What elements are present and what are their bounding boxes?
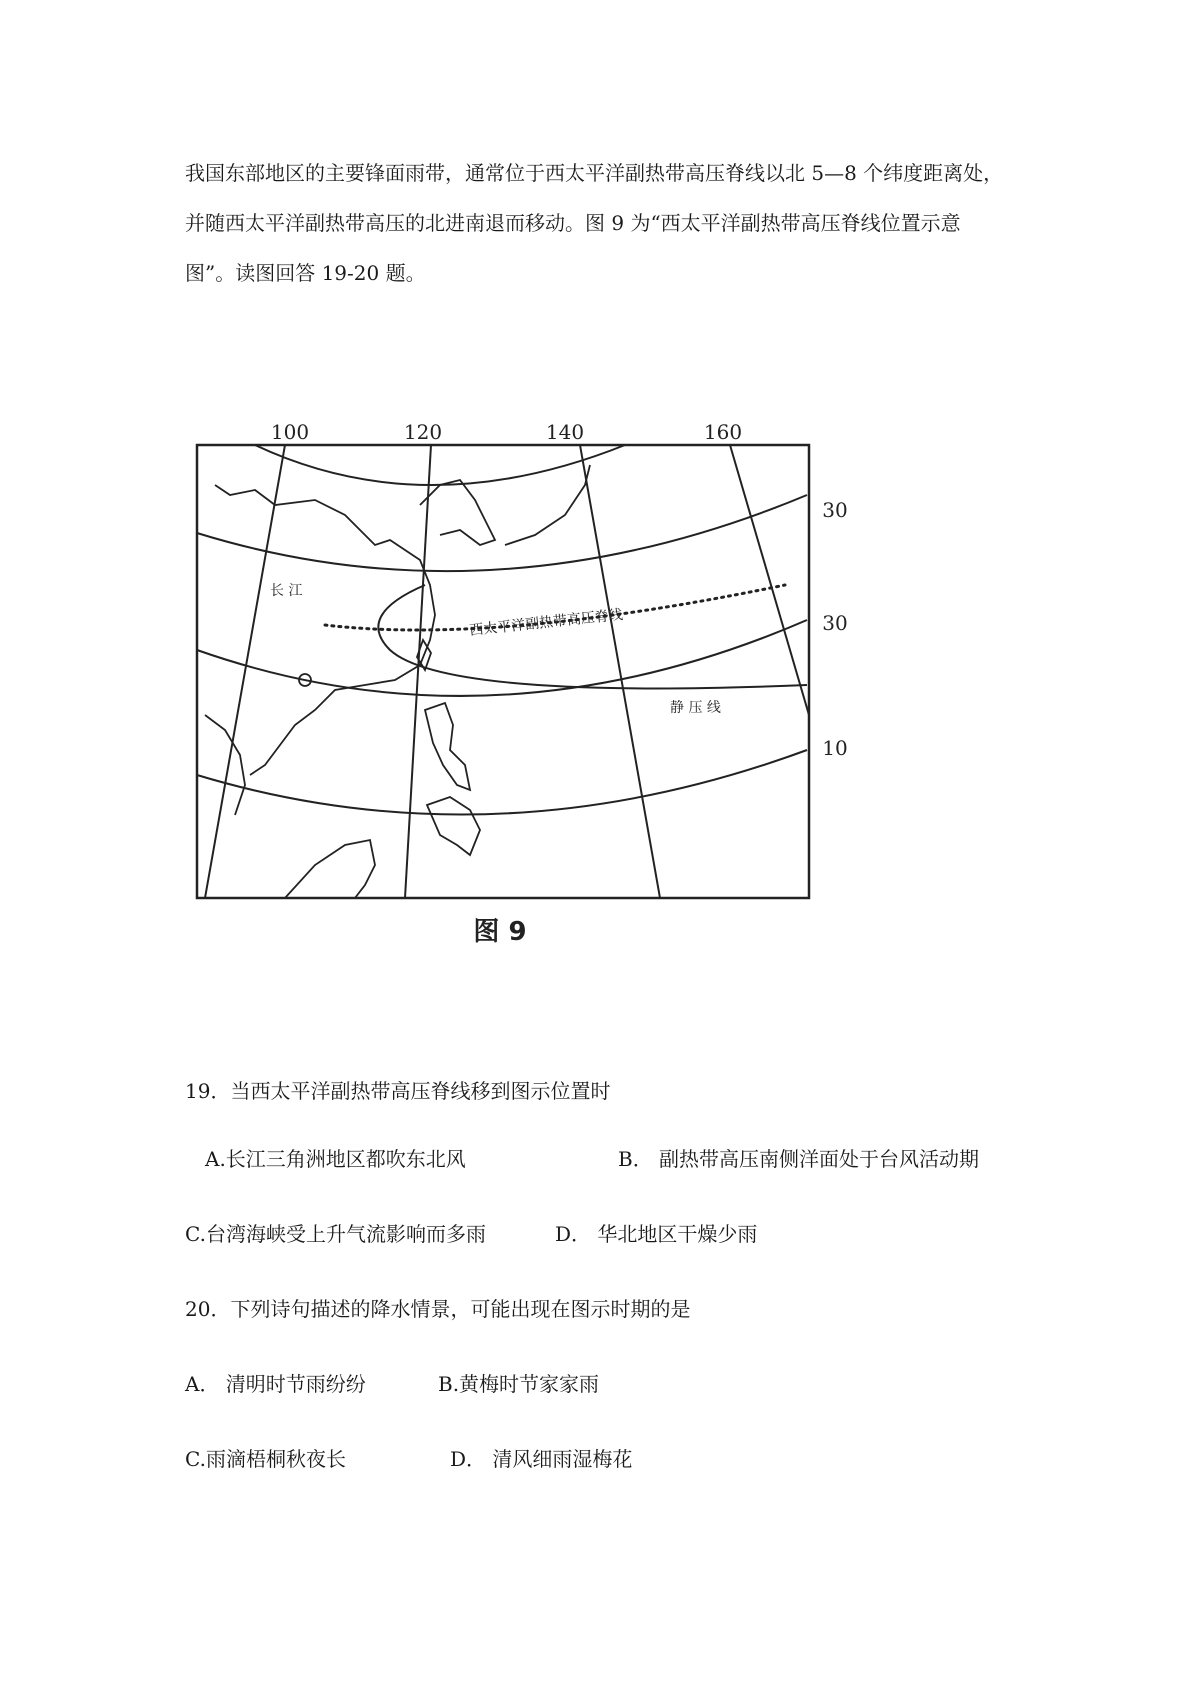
longitude-label-160: 160 [703, 420, 743, 444]
parallel-10 [197, 750, 807, 815]
ridge-line-label: 西太平洋副热带高压脊线 [468, 606, 624, 639]
borneo-coastline [285, 840, 375, 898]
longitude-label-120: 120 [403, 420, 443, 444]
intro-line-3: 图”。读图回答 19-20 题。 [185, 261, 426, 285]
intro-line-1: 我国东部地区的主要锋面雨带，通常位于西太平洋副热带高压脊线以北 5—8 个纬度距离处， [185, 161, 1004, 185]
figure-caption: 图 9 [473, 917, 527, 947]
question-19-stem: 19．当西太平洋副热带高压脊线移到图示位置时 [185, 1079, 611, 1103]
latitude-label-upper: 30 [822, 498, 848, 522]
latitude-label-30: 30 [822, 611, 848, 635]
question-19-option-b: B． 副热带高压南侧洋面处于台风活动期 [618, 1147, 980, 1171]
question-20-option-b: B.黄梅时节家家雨 [438, 1372, 600, 1396]
question-19-option-d: D． 华北地区干燥少雨 [555, 1222, 758, 1246]
intro-line-2: 并随西太平洋副热带高压的北进南退而移动。图 9 为“西太平洋副热带高压脊线位置示意 [185, 211, 961, 235]
question-20-option-d: D． 清风细雨湿梅花 [450, 1447, 633, 1471]
question-20-option-c: C.雨滴梧桐秋夜长 [185, 1447, 346, 1471]
map-figure-9 [195, 420, 915, 1015]
trough-line-label: 静 压 线 [670, 700, 721, 716]
question-20-option-a: A． 清明时节雨纷纷 [185, 1372, 366, 1396]
luzon-island [425, 703, 470, 790]
intro-paragraph [185, 148, 1055, 298]
longitude-label-100: 100 [270, 420, 310, 444]
question-19-option-a: A.长江三角洲地区都吹东北风 [205, 1147, 466, 1171]
indochina-coastline [205, 715, 245, 815]
question-19-option-c: C.台湾海峡受上升气流影响而多雨 [185, 1222, 486, 1246]
question-20-stem: 20．下列诗句描述的降水情景，可能出现在图示时期的是 [185, 1297, 691, 1321]
longitude-label-140: 140 [545, 420, 585, 444]
parallel-upper [197, 495, 807, 571]
trough-line [378, 585, 807, 688]
meridian-140 [580, 445, 660, 898]
latitude-label-10: 10 [822, 736, 848, 760]
meridian-100 [205, 445, 285, 898]
map-svg [195, 420, 915, 1015]
mindanao-island [427, 797, 480, 855]
map-frame [197, 445, 809, 898]
meridian-160 [730, 445, 809, 715]
yangtze-label: 长 江 [270, 583, 303, 599]
parallel-north-arc [255, 445, 625, 485]
korea-coastline [420, 480, 495, 545]
